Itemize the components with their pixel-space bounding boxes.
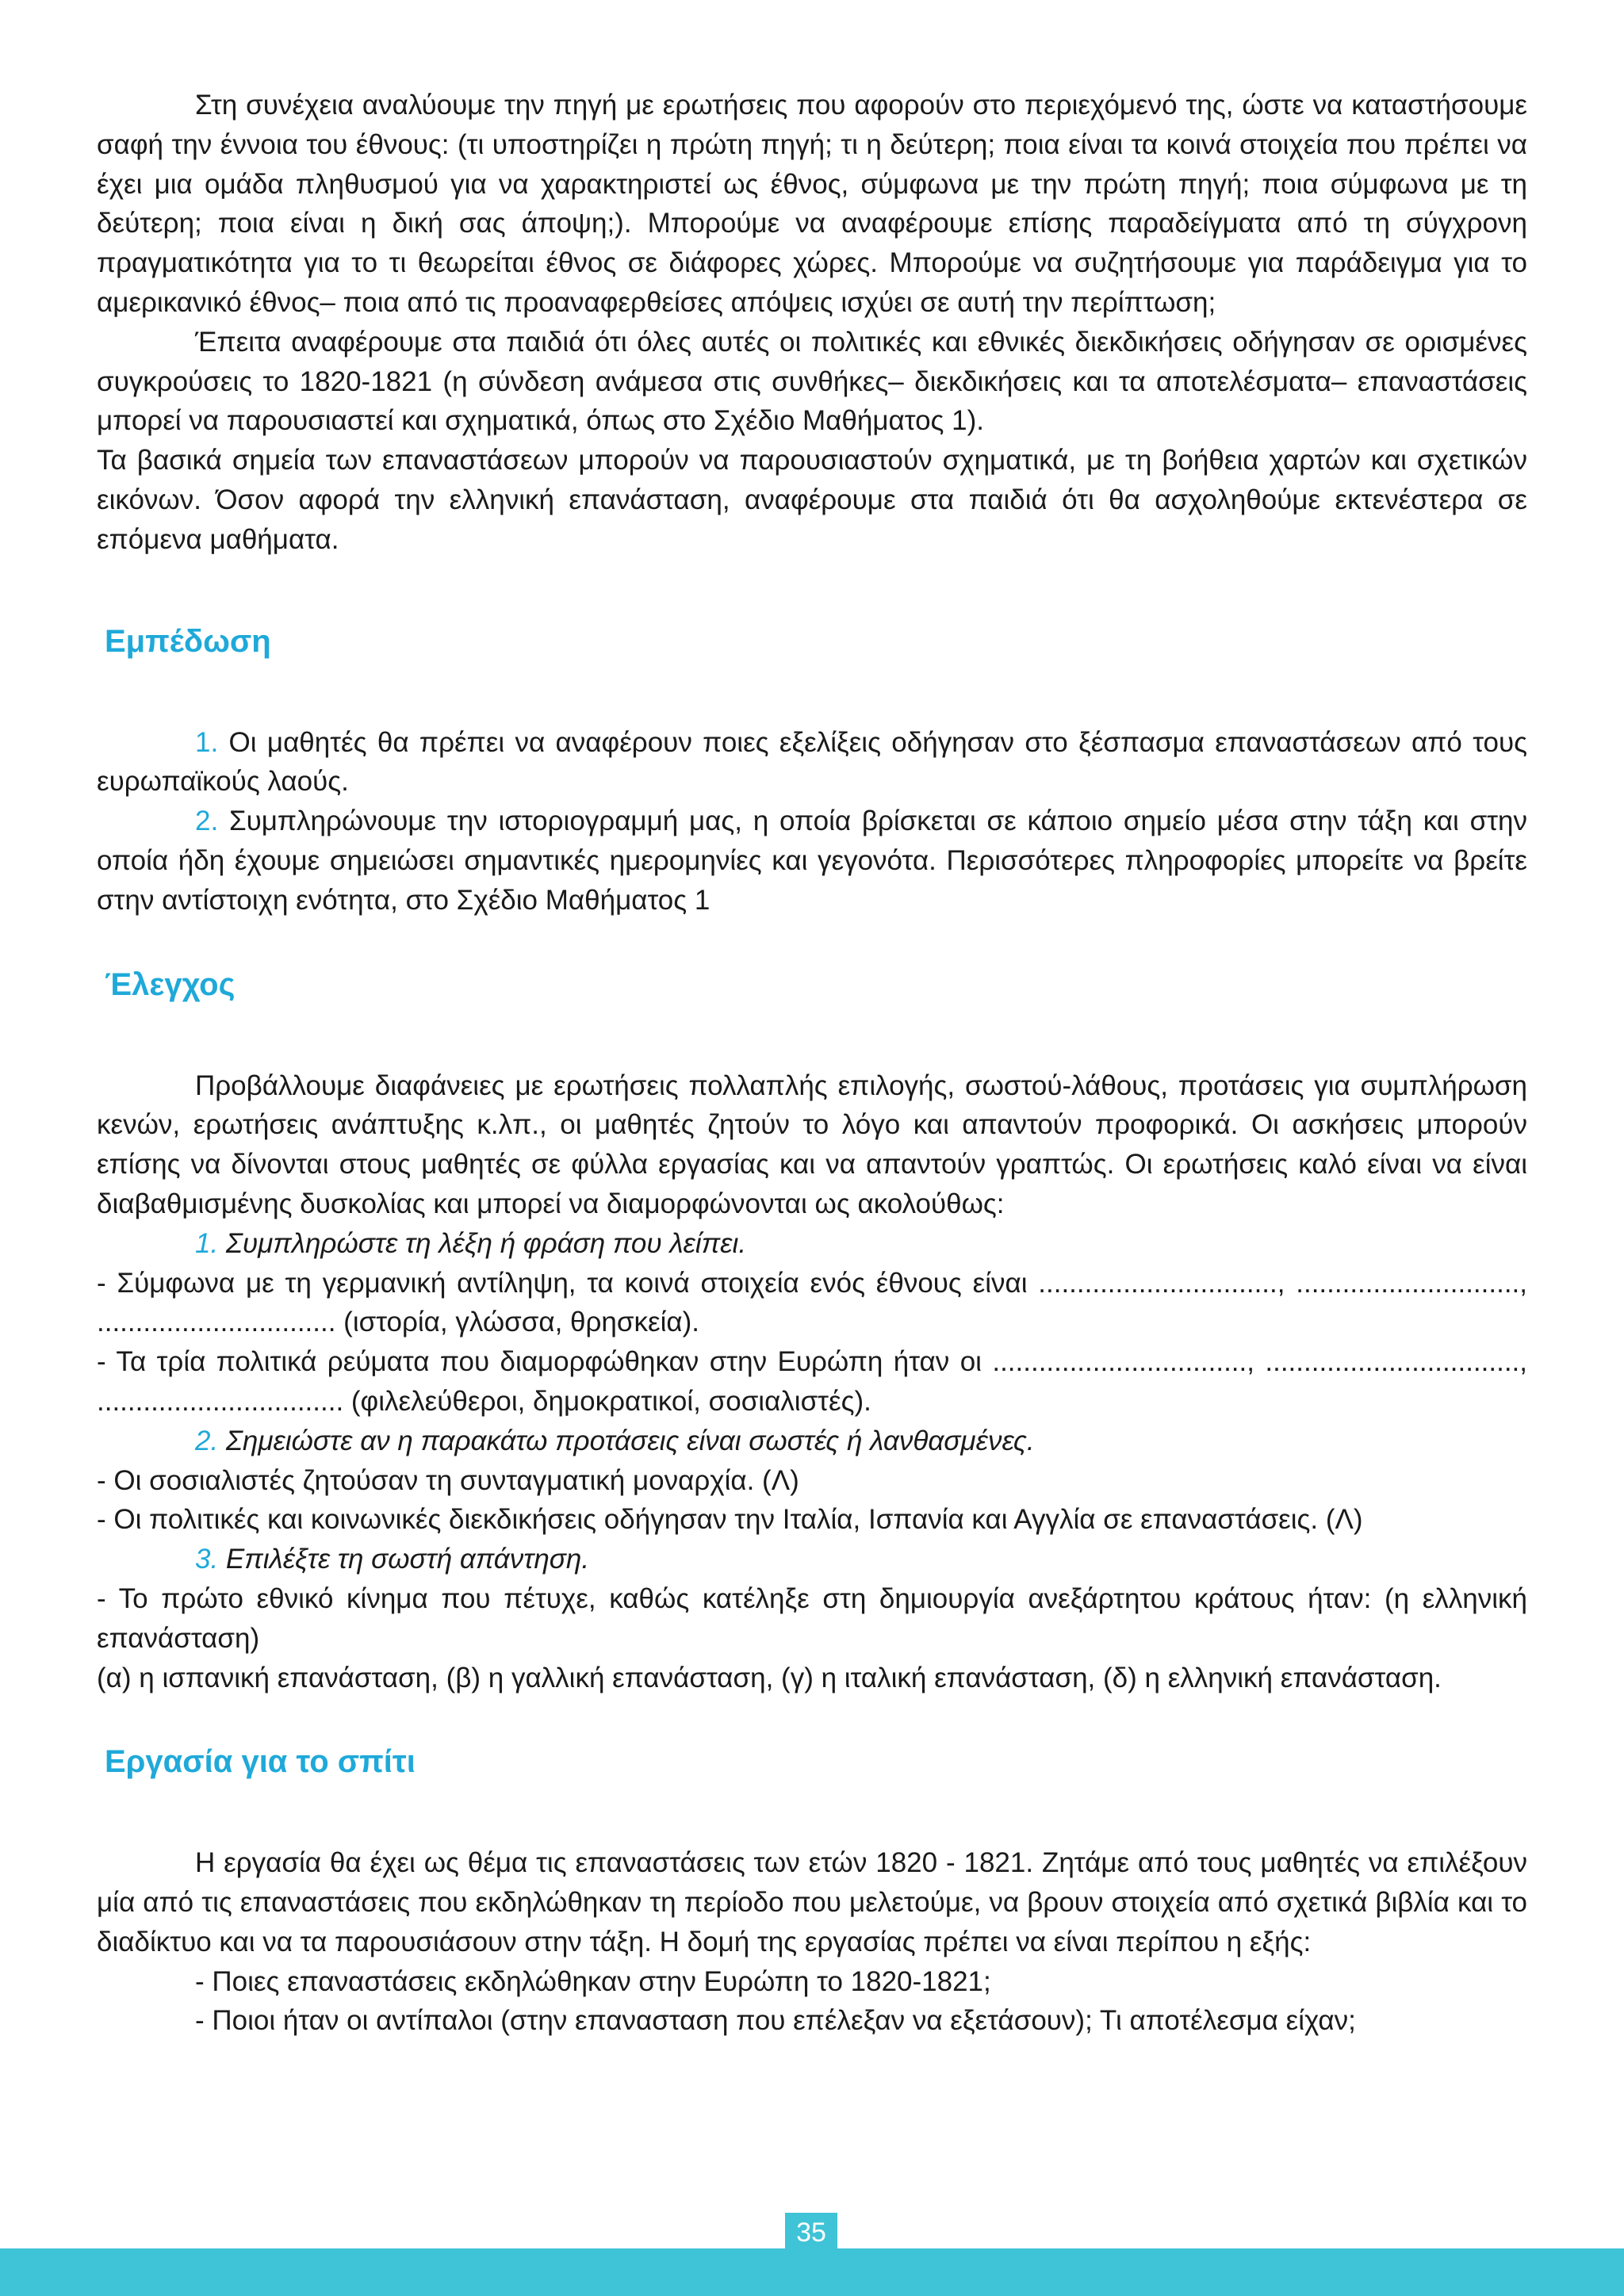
section-heading-elegxos: Έλεγχος <box>105 966 236 1002</box>
question-number: 1. <box>195 1227 219 1259</box>
question-text: Επιλέξτε τη σωστή απάντηση. <box>218 1544 590 1575</box>
intro-paragraph-2: Έπειτα αναφέρουμε στα παιδιά ότι όλες αυτές οι πολιτικές και εθνικές διεκδικήσεις οδήγησαν σε ορισμένες συγκρούσεις το 1820-1821 (η σύνδεση ανάμεσα στις συνθήκες– διεκδικήσεις και τα αποτελέσματα– επαναστάσεις μπορεί να παρουσιαστεί και σχηματικά, όπως στο Σχέδιο Μαθήματος 1). <box>97 326 1527 437</box>
question-number: 3. <box>195 1544 219 1575</box>
question-3-line-2: (α) η ισπανική επανάσταση, (β) η γαλλική επανάσταση, (γ) η ιταλική επανάσταση, (δ) η ελληνική επανάσταση. <box>97 1662 1442 1693</box>
question-2-line-1: - Οι σοσιαλιστές ζητούσαν τη συνταγματική μοναρχία. (Λ) <box>97 1464 799 1496</box>
homework-paragraph: Η εργασία θα έχει ως θέμα τις επαναστάσεις των ετών 1820 - 1821. Ζητάμε από τους μαθητές να επιλέξουν μία από τις επαναστάσεις που εκδηλώθηκαν τη περίοδο που μελετούμε, να βρουν στοιχεία από σχετικά βιβλία και το διαδίκτυο και να τα παρουσιάσουν στην τάξη. Η δομή της εργασίας πρέπει να είναι περίπου η εξής: <box>97 1847 1527 1957</box>
footer-bar <box>0 2248 1624 2296</box>
intro-paragraph-3: Τα βασικά σημεία των επαναστάσεων μπορούν να παρουσιαστούν σχηματικά, με τη βοήθεια χαρτών και σχετικών εικόνων. Όσον αφορά την ελληνική επανάσταση, αναφέρουμε στα παιδιά ότι θα ασχοληθούμε εκτενέστερα σε επόμενα μαθήματα. <box>97 445 1527 555</box>
item-text: Οι μαθητές θα πρέπει να αναφέρουν ποιες εξελίξεις οδήγησαν στο ξέσπασμα επαναστάσεων από τους ευρωπαϊκούς λαούς. <box>97 726 1527 798</box>
question-text: Σημειώστε αν η παρακάτω προτάσεις είναι σωστές ή λανθασμένες. <box>218 1425 1035 1456</box>
empedosi-item-2 <box>97 802 1527 920</box>
question-3-prompt <box>97 1540 1527 1579</box>
question-text: Συμπληρώστε τη λέξη ή φράση που λείπει. <box>218 1227 747 1259</box>
question-number: 2. <box>195 1425 219 1456</box>
question-2-line-2: - Οι πολιτικές και κοινωνικές διεκδικήσεις οδήγησαν την Ιταλία, Ισπανία και Αγγλία σε επαναστάσεις. (Λ) <box>97 1504 1363 1536</box>
question-3-line-1: - Το πρώτο εθνικό κίνημα που πέτυχε, καθώς κατέληξε στη δημιουργία ανεξάρτητου κράτους ήταν: (η ελληνική επανάσταση) <box>97 1582 1527 1654</box>
section-heading-empedosi: Εμπέδωση <box>105 623 271 659</box>
question-1-line-2: - Τα τρία πολιτικά ρεύματα που διαμορφώθηκαν στην Ευρώπη ήταν οι ................................., ................................., ................................ (φιλελεύθεροι, δημοκρατικοί, σοσιαλιστές). <box>97 1346 1527 1417</box>
intro-paragraph-1: Στη συνέχεια αναλύουμε την πηγή με ερωτήσεις που αφορούν στο περιεχόμενό της, ώστε να καταστήσουμε σαφή την έννοια του έθνους: (τι υποστηρίζει η πρώτη πηγή; τι η δεύτερη; ποια είναι τα κοινά στοιχεία που πρέπει να έχει μια ομάδα πληθυσμού για να χαρακτηριστεί ως έθνος, σύμφωνα με την πρώτη πηγή; ποια σύμφωνα με τη δεύτερη; ποια είναι η δική σας άποψη;). Μπορούμε να αναφέρουμε επίσης παραδείγματα από τη σύγχρονη πραγματικότητα για το τι θεωρείται έθνος σε διάφορες χώρες. Μπορούμε να συζητήσουμε για παράδειγμα για το αμερικανικό έθνος– ποια από τις προαναφερθείσες απόψεις ισχύει σε αυτή την περίπτωση; <box>97 90 1527 318</box>
question-1-line-1: - Σύμφωνα με τη γερμανική αντίληψη, τα κοινά στοιχεία ενός έθνους είναι ..............................., ............................., ............................... (ιστορία, γλώσσα, θρησκεία). <box>97 1267 1527 1338</box>
item-number: 1. <box>195 726 219 758</box>
item-number: 2. <box>195 806 219 837</box>
homework-bullet-1: - Ποιες επαναστάσεις εκδηλώθηκαν στην Ευρώπη το 1820-1821; <box>195 1965 991 1997</box>
elegxos-intro: Προβάλλουμε διαφάνειες με ερωτήσεις πολλαπλής επιλογής, σωστού-λάθους, προτάσεις για συμπλήρωση κενών, ερωτήσεις ανάπτυξης κ.λπ., οι μαθητές ζητούν το λόγο και απαντούν προφορικά. Οι ασκήσεις μπορούν επίσης να δίνονται στους μαθητές σε φύλλα εργασίας και να απαντούν γραπτώς. Οι ερωτήσεις καλό είναι να είναι διαβαθμισμένης δυσκολίας και μπορεί να διαμορφώνονται ως ακολούθως: <box>97 1070 1527 1219</box>
question-1-prompt <box>97 1224 1527 1264</box>
item-text: Συμπληρώνουμε την ιστοριογραμμή μας, η οποία βρίσκεται σε κάποιο σημείο μέσα στην τάξη και στην οποία ήδη έχουμε σημειώσει σημαντικές ημερομηνίες και γεγονότα. Περισσότερες πληροφορίες μπορείτε να βρείτε στην αντίστοιχη ενότητα, στο Σχέδιο Μαθήματος 1 <box>97 806 1527 916</box>
page-content <box>97 86 1527 2041</box>
question-2-prompt <box>97 1422 1527 1461</box>
empedosi-item-1 <box>97 723 1527 802</box>
homework-bullet-2: - Ποιοι ήταν οι αντίπαλοι (στην επανασταση που επέλεξαν να εξετάσουν); Τι αποτέλεσμα είχαν; <box>195 2005 1356 2037</box>
section-heading-homework: Εργασία για το σπίτι <box>105 1744 416 1780</box>
page-number: 35 <box>785 2213 837 2252</box>
